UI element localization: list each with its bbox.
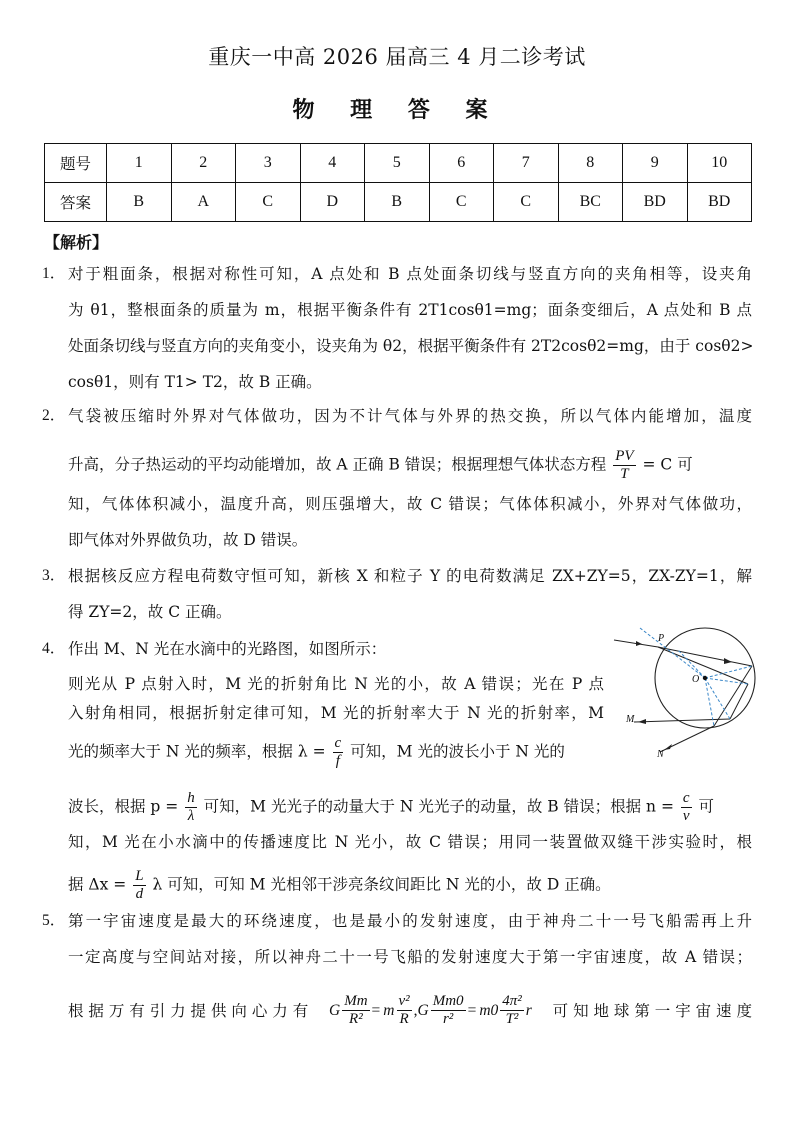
gravitation-equation (329, 993, 532, 1028)
analysis-heading: 【解析】 (44, 233, 109, 252)
row-label-question: 题号 (45, 144, 107, 183)
question-number-cell: 5 (365, 144, 430, 183)
q2-line-2 (68, 448, 693, 483)
answer-row (45, 183, 752, 222)
h-over-lambda-fraction (185, 790, 197, 825)
var-g: G (329, 1001, 341, 1019)
subject-title: 物 理 答 案 (292, 97, 502, 123)
c-over-f-fraction (333, 735, 344, 770)
answer-cell: BC (558, 183, 623, 222)
q5-line-2: 一定高度与空间站对接，所以神舟二十一号飞船的发射速度大于第一宇宙速度，故 A 错误； (68, 948, 752, 966)
q5-number: 5． (42, 912, 66, 929)
q1-line-2: 为 θ1，整根面条的质量为 m，根据平衡条件有 2T1cosθ1=mg；面条变细后，A 点处和 B 点 (68, 301, 752, 319)
q1-line-4: cosθ1，则有 T1> T2，故 B 正确。 (68, 373, 322, 391)
q4-line-4-tail: 可知，M 光的波长小于 N 光的 (350, 742, 565, 761)
fraction-denominator: v (682, 808, 690, 824)
q2-line-1: 气袋被压缩时外界对气体做功，因为不计气体与外界的热交换，所以气体内能增加，温度 (68, 407, 752, 425)
fraction-denominator: r² (442, 1011, 454, 1027)
q4-line-5-text: 波长，根据 p = (68, 797, 179, 816)
question-number-cell: 7 (494, 144, 559, 183)
q3-number: 3． (42, 567, 66, 584)
question-number-row (45, 144, 752, 183)
mm-over-r2-fraction (342, 993, 369, 1028)
q4-line-1: 作出 M、N 光在水滴中的光路图，如图所示： (68, 640, 387, 658)
light-path-diagram (612, 622, 762, 760)
question-number-cell: 4 (300, 144, 365, 183)
equals-sign-2: = (467, 1001, 477, 1019)
q4-line-4 (68, 735, 565, 770)
q4-line-6: 知，M 光在小水滴中的传播速度比 N 光小，故 C 错误；用同一装置做双缝干涉实验时，根 (68, 833, 752, 851)
q2-line-2-text: 升高，分子热运动的平均动能增加，故 A 正确 B 错误；根据理想气体状态方程 (68, 455, 607, 474)
mm0-over-r2-fraction (431, 993, 466, 1028)
question-number-cell: 1 (107, 144, 172, 183)
fraction-denominator: d (135, 886, 144, 902)
fraction-denominator: f (335, 753, 340, 769)
q3-line-2: 得 ZY=2，故 C 正确。 (68, 603, 232, 621)
q3-line-1: 根据核反应方程电荷数守恒可知，新核 X 和粒子 Y 的电荷数满足 ZX+ZY=5，ZX-ZY=1，解 (68, 567, 752, 585)
var-r: r (525, 1001, 532, 1019)
fraction-denominator: R² (349, 1011, 363, 1027)
q2-line-2-tail: = C 可 (642, 455, 693, 474)
reflected-ray-n (714, 666, 752, 726)
q5-line-3-tail: 可 知 地 球 第 一 宇 宙 速 度 (552, 1001, 752, 1020)
comma: , (413, 1001, 418, 1019)
reflected-ray-m (730, 684, 748, 719)
fraction-numerator: L (135, 868, 144, 884)
q4-line-5-tail: 可 (698, 797, 714, 816)
equals-sign: = (371, 1001, 381, 1019)
question-number-cell: 9 (623, 144, 688, 183)
refracted-arrow-icon (724, 658, 732, 664)
q2-line-4: 即气体对外界做负功，故 D 错误。 (68, 531, 308, 549)
c-over-v-fraction (681, 790, 692, 825)
label-p: P (658, 633, 665, 644)
page-title: 重庆一中高 2026 届高三 4 月二诊考试 (208, 45, 586, 69)
fraction-numerator: h (187, 790, 195, 806)
fraction-numerator: c (334, 735, 342, 751)
q1-number: 1． (42, 265, 66, 282)
q4-line-7 (68, 868, 611, 903)
answer-cell: D (300, 183, 365, 222)
label-n: N (657, 749, 664, 760)
q4-line-3: 入射角相同，根据折射定律可知，M 光的折射率大于 N 光的折射率，M (68, 704, 604, 722)
label-o: O (692, 674, 700, 685)
question-number-cell: 3 (236, 144, 301, 183)
q4-line-5-middle: 可知，M 光光子的动量大于 N 光光子的动量，故 B 错误；根据 n = (203, 797, 674, 816)
fraction-denominator: λ (187, 808, 195, 824)
4pi2-over-t2-fraction (500, 993, 524, 1028)
q4-line-2: 则光从 P 点射入时，M 光的折射角比 N 光的小，故 A 错误；光在 P 点 (68, 675, 604, 693)
exit-ray-m (634, 719, 730, 722)
question-number-cell: 2 (171, 144, 236, 183)
var-g-2: G (417, 1001, 429, 1019)
question-number-cell: 8 (558, 144, 623, 183)
fraction-denominator: T (620, 466, 629, 482)
incident-arrow-icon (636, 641, 642, 646)
l-over-d-fraction (133, 868, 145, 903)
refracted-ray-upper (658, 647, 752, 666)
fraction-numerator: PV (615, 448, 634, 464)
q4-line-7-text: 据 Δx = (68, 875, 127, 894)
answer-cell: A (171, 183, 236, 222)
label-m: M (626, 714, 635, 725)
var-m0: m0 (479, 1001, 499, 1019)
fraction-numerator: Mm0 (432, 993, 464, 1009)
q4-line-4-text: 光的频率大于 N 光的频率，根据 λ = (68, 742, 326, 761)
pv-over-t-fraction (613, 448, 635, 483)
center-point (703, 676, 707, 680)
fraction-numerator: Mm (344, 993, 368, 1009)
q1-line-1: 对于粗面条，根据对称性可知，A 点处和 B 点处面条切线与竖直方向的夹角相等，设夹角 (68, 265, 752, 283)
answer-cell: C (494, 183, 559, 222)
question-number-cell: 6 (429, 144, 494, 183)
q5-line-3 (68, 993, 752, 1028)
v2-over-r-fraction (397, 993, 412, 1028)
q5-line-1: 第一宇宙速度是最大的环绕速度，也是最小的发射速度，由于神舟二十一号飞船需再上升 (68, 912, 752, 930)
fraction-denominator: T² (505, 1011, 519, 1027)
q2-line-3: 知，气体体积减小，温度升高，则压强增大，故 C 错误；气体体积减小，外界对气体做功， (68, 495, 752, 513)
answer-cell: BD (623, 183, 688, 222)
answer-cell: B (107, 183, 172, 222)
answer-cell: C (429, 183, 494, 222)
fraction-numerator: c (682, 790, 690, 806)
normal-line-3 (705, 678, 714, 726)
fraction-denominator: R (399, 1011, 409, 1027)
normal-line-p (640, 628, 705, 678)
row-label-answer: 答案 (45, 183, 107, 222)
q1-line-3: 处面条切线与竖直方向的夹角变小，设夹角为 θ2，根据平衡条件有 2T2cosθ2=mg，由于 cosθ2> (68, 337, 754, 355)
answer-cell: C (236, 183, 301, 222)
answer-table (44, 143, 752, 222)
fraction-numerator: v² (398, 993, 410, 1009)
q2-number: 2． (42, 407, 66, 424)
question-number-cell: 10 (687, 144, 752, 183)
q5-line-3-text: 根 据 万 有 引 力 提 供 向 心 力 有 (68, 1001, 309, 1020)
q4-line-7-tail: λ 可知，可知 M 光相邻干涉亮条纹间距比 N 光的小，故 D 正确。 (152, 875, 611, 894)
var-m: m (383, 1001, 395, 1019)
answer-cell: BD (687, 183, 752, 222)
q4-number: 4． (42, 640, 66, 657)
answer-cell: B (365, 183, 430, 222)
q4-line-5 (68, 790, 714, 825)
fraction-numerator: 4π² (502, 993, 522, 1009)
